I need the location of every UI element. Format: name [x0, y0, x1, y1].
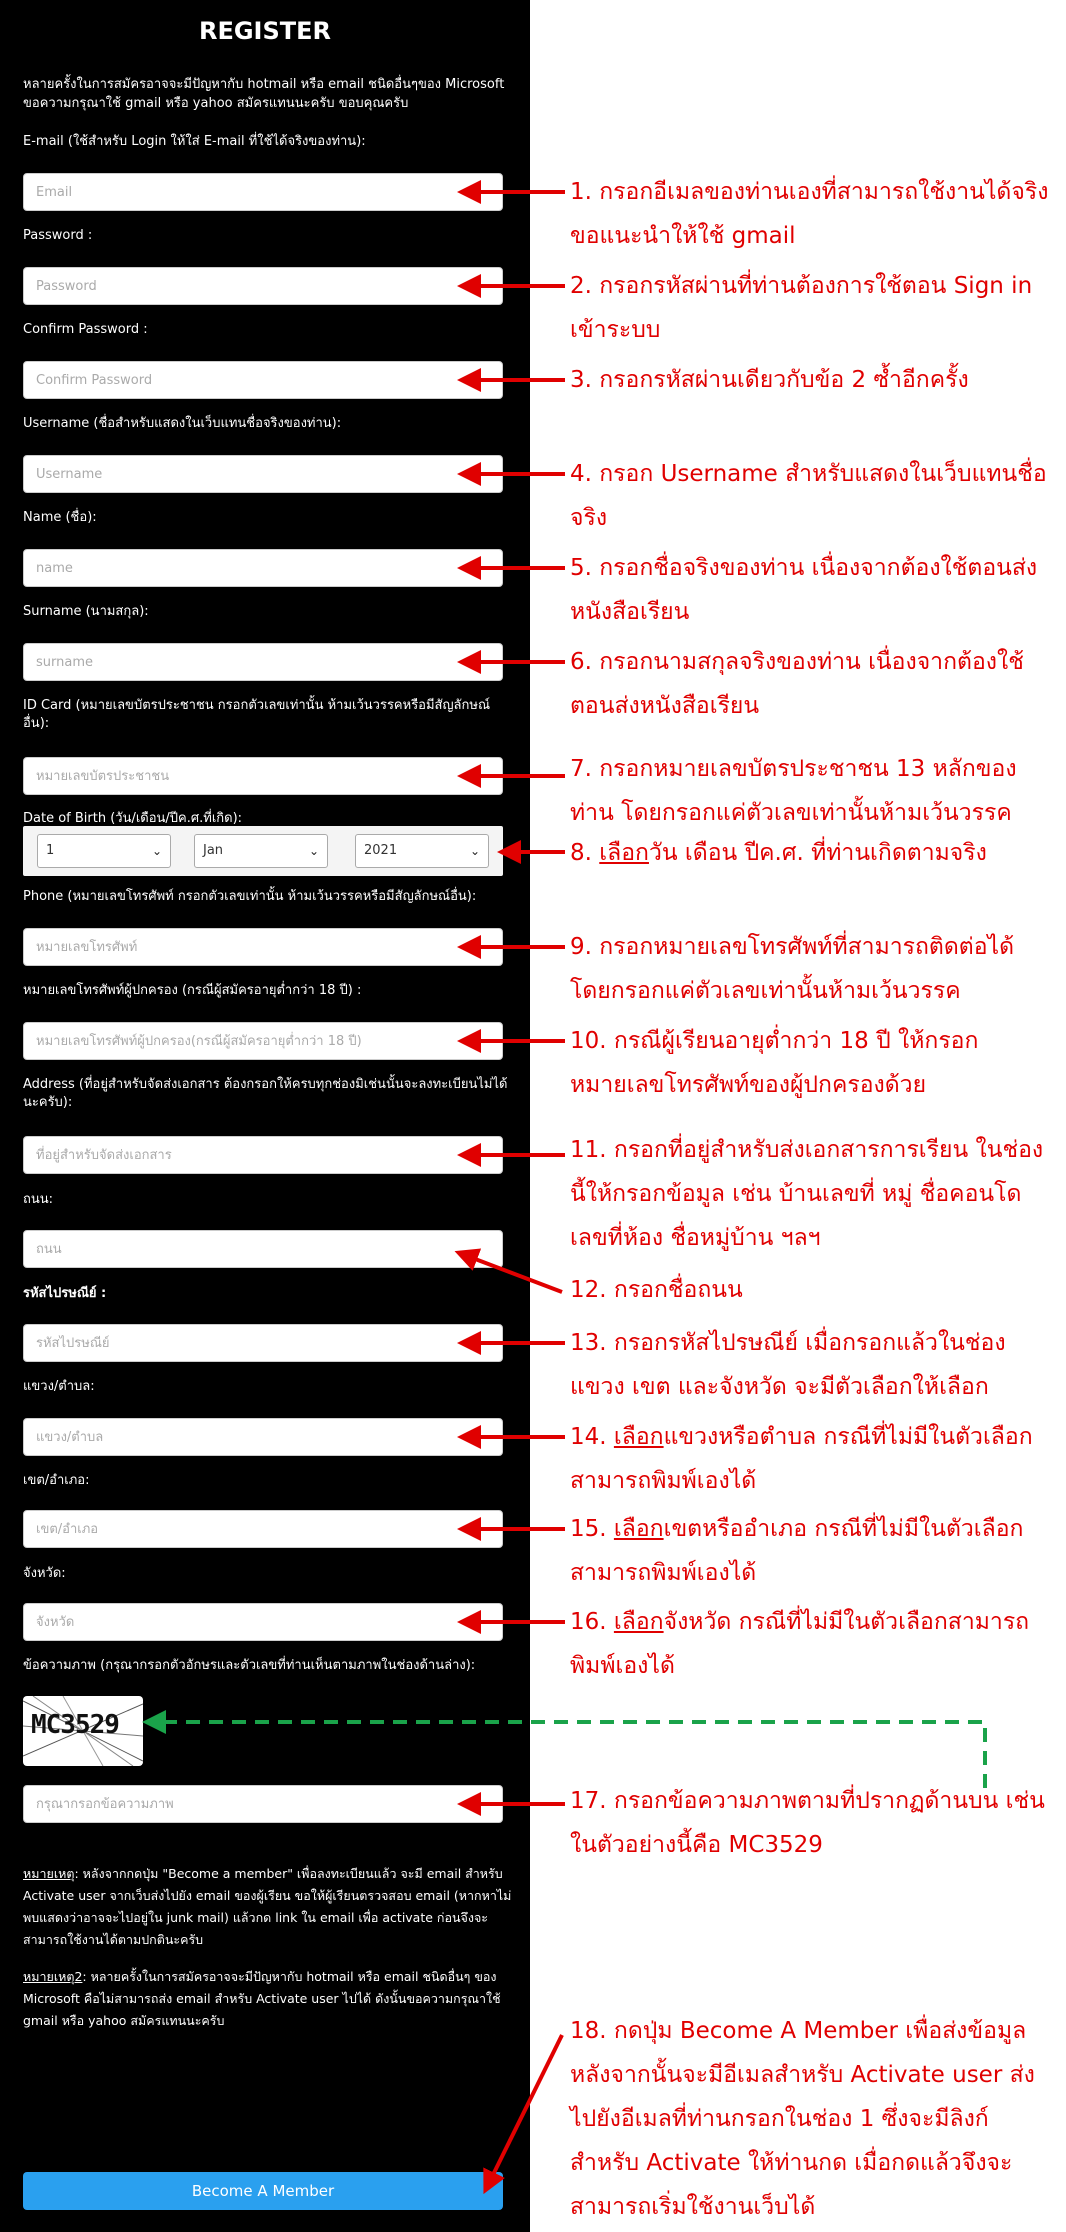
annotation-13: 13. กรอกรหัสไปรษณีย์ เมื่อกรอกแล้วในช่อง แขวง เขต และจังหวัด จะมีตัวเลือกให้เลือก	[570, 1330, 1006, 1400]
note-1-text: : หลังจากกดปุ่ม "Become a member" เพื่อลงทะเบียนแล้ว จะมี email สำหรับ Activate user จากเว็บส่งไปยัง email ของผู้เรียน ขอให้ผู้เรียนตรวจสอบ email (หากหาไม่พบแสดงว่าอาจจะไปอยู่ใน junk mail) แล้วกด link ใน email เพื่อ activate ก่อนจึงจะสามารถใช้งานได้ตามปกตินะครับ	[23, 1866, 512, 1947]
annotation-8-select: เลือก	[599, 840, 649, 866]
annotation-15-text: เขตหรืออำเภอ กรณีที่ไม่มีในตัวเลือกสามารถพิมพ์เองได้	[570, 1516, 1024, 1586]
annotation-14	[570, 1415, 1050, 1503]
become-member-button[interactable]: Become A Member	[23, 2172, 503, 2210]
note-1-label: หมายเหตุ	[23, 1866, 75, 1881]
annotation-1: 1. กรอกอีเมลของท่านเองที่สามารถใช้งานได้จริง ขอแนะนำให้ใช้ gmail	[570, 179, 1049, 249]
annotation-14-num: 14.	[570, 1424, 614, 1450]
annotation-10: 10. กรณีผู้เรียนอายุต่ำกว่า 18 ปี ให้กรอกหมายเลขโทรศัพท์ของผู้ปกครองด้วย	[570, 1028, 979, 1098]
annotation-4: 4. กรอก Username สำหรับแสดงในเว็บแทนชื่อจริง	[570, 461, 1047, 531]
annotation-16-num: 16.	[570, 1609, 614, 1635]
annotation-14-text: แขวงหรือตำบล กรณีที่ไม่มีในตัวเลือกสามารถพิมพ์เองได้	[570, 1424, 1033, 1494]
annotation-16	[570, 1600, 1050, 1688]
annotation-17: 17. กรอกข้อความภาพตามที่ปรากฏด้านบน เช่น ในตัวอย่างนี้คือ MC3529	[570, 1788, 1045, 1858]
chevron-down-icon: ⌄	[308, 844, 319, 858]
chevron-down-icon: ⌄	[151, 844, 162, 858]
username-label: Username (ชื่อสำหรับแสดงในเว็บแทนชื่อจริงของท่าน):	[23, 416, 342, 431]
arrow-12	[462, 1254, 562, 1292]
name-label: Name (ชื่อ):	[23, 510, 97, 525]
road-label: ถนน:	[23, 1192, 54, 1207]
postcode-label: รหัสไปรษณีย์ :	[23, 1286, 107, 1301]
district-label: เขต/อำเภอ:	[23, 1473, 90, 1488]
annotation-15-select: เลือก	[613, 1516, 664, 1542]
dob-day-value: 1	[46, 843, 55, 858]
annotation-9: 9. กรอกหมายเลขโทรศัพท์ที่สามารถติดต่อได้ โดยกรอกแค่ตัวเลขเท่านั้นห้ามเว้นวรรค	[570, 934, 1015, 1004]
dob-year-value: 2021	[364, 843, 398, 858]
annotation-15	[570, 1507, 1050, 1595]
dob-label: Date of Birth (วัน/เดือน/ปีค.ศ.ที่เกิด):	[23, 811, 243, 826]
phone-label: Phone (หมายเลขโทรศัพท์ กรอกตัวเลขเท่านั้น ห้ามเว้นวรรคหรือมีสัญลักษณ์อื่น):	[23, 889, 477, 904]
chevron-down-icon: ⌄	[469, 844, 480, 858]
arrow-18	[487, 2035, 562, 2187]
province-label: จังหวัด:	[23, 1566, 66, 1581]
annotation-16-text: จังหวัด กรณีที่ไม่มีในตัวเลือกสามารถพิมพ์เองได้	[570, 1609, 1030, 1679]
annotation-6: 6. กรอกนามสกุลจริงของท่าน เนื่องจากต้องใช้ตอนส่งหนังสือเรียน	[570, 649, 1024, 719]
confirm-password-label: Confirm Password :	[23, 322, 148, 337]
annotation-7: 7. กรอกหมายเลขบัตรประชาชน 13 หลักของท่าน โดยกรอกแค่ตัวเลขเท่านั้นห้ามเว้นวรรค	[570, 756, 1017, 826]
captcha-text: MC3529	[31, 1710, 119, 1740]
annotation-16-select: เลือก	[613, 1609, 664, 1635]
annotation-14-select: เลือก	[613, 1424, 664, 1450]
annotation-3: 3. กรอกรหัสผ่านเดียวกับข้อ 2 ซ้ำอีกครั้ง	[570, 367, 969, 393]
intro-text: หลายครั้งในการสมัครอาจจะมีปัญหากับ hotmail หรือ email ชนิดอื่นๆของ Microsoft ขอความกรุณาใช้ gmail หรือ yahoo สมัครแทนนะครับ ขอบคุณครับ	[23, 77, 505, 111]
parent-phone-label: หมายเลขโทรศัพท์ผู้ปกครอง (กรณีผู้สมัครอายุต่ำกว่า 18 ปี) :	[23, 983, 362, 998]
surname-label: Surname (นามสกุล):	[23, 604, 149, 619]
annotation-12: 12. กรอกชื่อถนน	[570, 1277, 743, 1303]
id-card-label: ID Card (หมายเลขบัตรประชาชน กรอกตัวเลขเท่านั้น ห้ามเว้นวรรคหรือมีสัญลักษณ์อื่น):	[23, 698, 491, 731]
annotation-11: 11. กรอกที่อยู่สำหรับส่งเอกสารการเรียน ในช่องนี้ให้กรอกข้อมูล เช่น บ้านเลขที่ หมู่ ชื่อคอนโด เลขที่ห้อง ชื่อหมู่บ้าน ฯลฯ	[570, 1137, 1044, 1251]
annotation-8-num: 8.	[570, 840, 600, 866]
annotation-8-text: วัน เดือน ปีค.ศ. ที่ท่านเกิดตามจริง	[648, 840, 987, 866]
dob-month-value: Jan	[203, 843, 224, 858]
annotation-18: 18. กดปุ่ม Become A Member เพื่อส่งข้อมูล หลังจากนั้นจะมีอีเมลสำหรับ Activate user ส่งไปยังอีเมลที่ท่านกรอกในช่อง 1 ซึ่งจะมีลิงก์สำหรับ Activate ให้ท่านกด เมื่อกดแล้วจึงจะสามารถเริ่มใช้งานเว็บได้	[570, 2018, 1035, 2220]
annotation-8	[570, 831, 1050, 875]
note-2-label: หมายเหตุ2	[23, 1969, 83, 1984]
captcha-label: ข้อความภาพ (กรุณากรอกตัวอักษรและตัวเลขที่ท่านเห็นตามภาพในช่องด้านล่าง):	[23, 1658, 476, 1673]
page-title: REGISTER	[198, 17, 332, 45]
password-label: Password :	[23, 228, 93, 243]
annotation-15-num: 15.	[570, 1516, 614, 1542]
address-label: Address (ที่อยู่สำหรับจัดส่งเอกสาร ต้องกรอกให้ครบทุกช่องมิเช่นนั้นจะลงทะเบียนไม่ได้นะครับ):	[23, 1077, 508, 1110]
annotation-2: 2. กรอกรหัสผ่านที่ท่านต้องการใช้ตอน Sign in เข้าระบบ	[570, 273, 1033, 343]
annotation-5: 5. กรอกชื่อจริงของท่าน เนื่องจากต้องใช้ตอนส่งหนังสือเรียน	[570, 555, 1038, 625]
subdistrict-label: แขวง/ตำบล:	[23, 1379, 95, 1394]
email-label: E-mail (ใช้สำหรับ Login ให้ใส่ E-mail ที่ใช้ได้จริงของท่าน):	[23, 134, 366, 149]
note-2-text: : หลายครั้งในการสมัครอาจจะมีปัญหากับ hotmail หรือ email ชนิดอื่นๆ ของ Microsoft คือไม่สามารถส่ง email สำหรับ Activate user ไปได้ ดังนั้นขอความกรุณาใช้ gmail หรือ yahoo สมัครแทนนะครับ	[23, 1969, 501, 2028]
